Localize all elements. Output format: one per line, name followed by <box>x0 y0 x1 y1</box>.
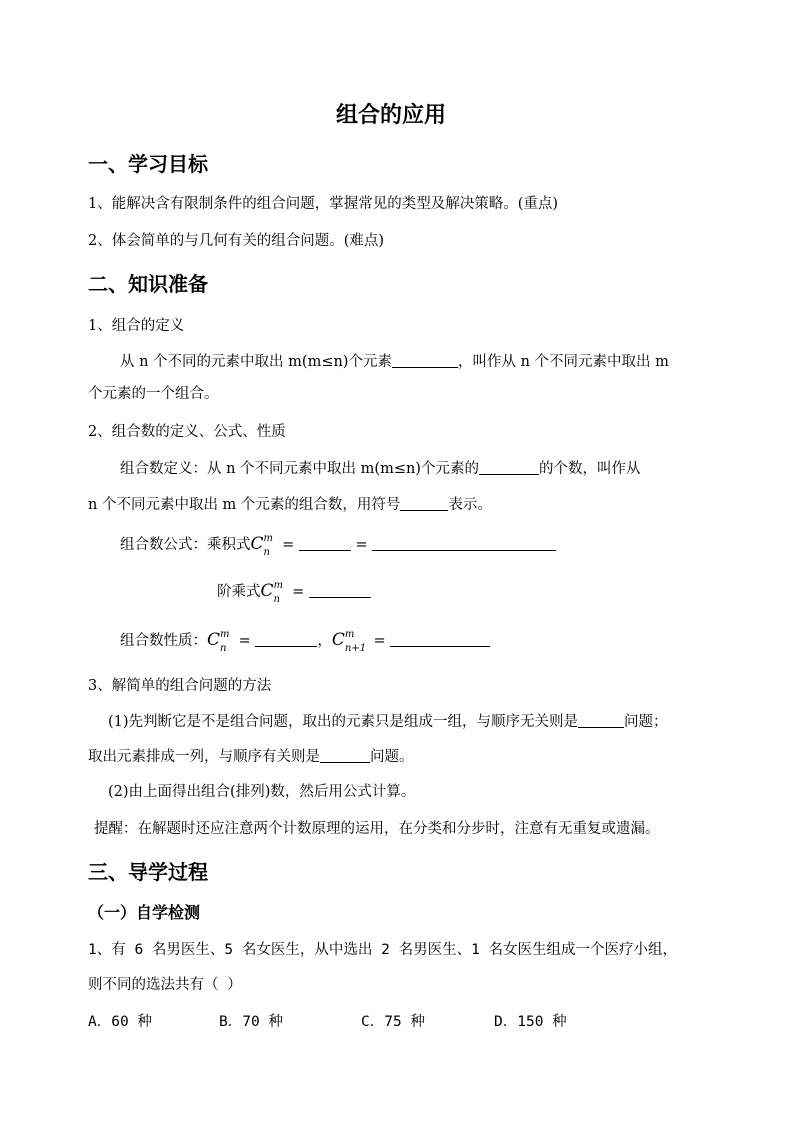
method-text: 问题； <box>624 714 668 730</box>
option-a: A．60 种 <box>88 1014 152 1030</box>
subscript: n <box>220 643 227 654</box>
combination-symbol: C <box>250 534 264 554</box>
equals-sign: = <box>282 537 295 553</box>
symbol-indices <box>273 580 288 605</box>
superscript: m <box>344 629 355 640</box>
subsection-heading: （一）自学检测 <box>88 903 201 922</box>
definition-text: 从 n 个不同的元素中取出 m(m≤n)个元素 <box>120 354 392 370</box>
equals-sign: = <box>373 633 386 649</box>
option-d: D．150 种 <box>494 1014 567 1030</box>
method-1 <box>108 710 668 731</box>
formula-label: 组合数公式：乘积式 <box>120 537 251 553</box>
answer-blank <box>309 596 371 598</box>
answer-blank <box>392 366 458 368</box>
separator: ， <box>317 633 332 649</box>
equals-sign: = <box>355 537 368 553</box>
section-heading-goals: 一、学习目标 <box>88 152 208 176</box>
combination-symbol: C <box>260 581 274 601</box>
answer-blank <box>255 645 317 647</box>
option-b: B．70 种 <box>219 1014 283 1030</box>
definition-text: 表示。 <box>448 497 492 513</box>
goal-item: 2、体会简单的与几何有关的组合问题。(难点) <box>88 233 385 249</box>
formula-label: 阶乘式 <box>217 584 261 600</box>
equals-sign: = <box>238 633 251 649</box>
method-1-line-2 <box>88 745 414 766</box>
combination-symbol: C <box>207 630 221 650</box>
definition-line <box>120 350 669 371</box>
answer-blank <box>372 549 556 551</box>
question-1-line-2: 则不同的选法共有（ ） <box>88 977 242 993</box>
section-heading-preparation: 二、知识准备 <box>88 272 208 296</box>
reminder: 提醒：在解题时还应注意两个计数原理的运用，在分类和分步时，注意有无重复或遗漏。 <box>94 821 660 837</box>
definition-line-2: 个元素的一个组合。 <box>88 386 219 402</box>
symbol-indices <box>344 629 369 654</box>
superscript: m <box>273 580 283 591</box>
equals-sign: = <box>292 584 305 600</box>
number-definition-line-2 <box>88 493 492 514</box>
definition-text: n 个不同元素中取出 m 个元素的组合数，用符号 <box>88 497 401 513</box>
question-1-line-1: 1、有 6 名男医生、5 名女医生，从中选出 2 名男医生、1 名女医生组成一个医疗小组， <box>88 942 678 958</box>
subscript: n <box>263 547 270 558</box>
section-heading-guide: 三、导学过程 <box>88 860 208 884</box>
answer-blank <box>390 645 490 647</box>
method-2: (2)由上面得出组合(排列)数，然后用公式计算。 <box>108 784 416 800</box>
definition-text: 的个数，叫作从 <box>538 461 641 477</box>
property-label: 组合数性质： <box>120 633 207 649</box>
formula-factorial <box>217 580 371 605</box>
formula-product <box>120 533 556 558</box>
prep-item-3: 3、解简单的组合问题的方法 <box>88 678 272 694</box>
method-text: (1)先判断它是不是组合问题，取出的元素只是组成一组，与顺序无关则是 <box>108 714 579 730</box>
definition-text: 组合数定义：从 n 个不同元素中取出 m(m≤n)个元素的 <box>120 461 479 477</box>
method-text: 取出元素排成一列，与顺序有关则是 <box>88 749 320 765</box>
number-definition-line <box>120 457 640 478</box>
subscript: n+1 <box>344 643 367 654</box>
page-title: 组合的应用 <box>336 103 447 128</box>
option-c: C．75 种 <box>361 1014 425 1030</box>
symbol-indices <box>220 629 234 654</box>
answer-blank <box>299 549 351 551</box>
definition-text: ，叫作从 n 个不同元素中取出 m <box>457 354 669 370</box>
combination-symbol: C <box>331 630 345 650</box>
prep-item-1: 1、组合的定义 <box>88 318 185 334</box>
prep-item-2: 2、组合数的定义、公式、性质 <box>88 424 286 440</box>
symbol-indices <box>263 533 278 558</box>
subscript: n <box>273 594 280 605</box>
superscript: m <box>263 533 273 544</box>
answer-blank <box>578 726 624 728</box>
answer-blank <box>479 473 539 475</box>
superscript: m <box>220 629 230 640</box>
answer-blank <box>400 509 448 511</box>
goal-item: 1、能解决含有限制条件的组合问题，掌握常见的类型及解决策略。(重点) <box>88 196 559 212</box>
answer-blank <box>320 761 370 763</box>
combination-properties <box>120 629 490 654</box>
method-text: 问题。 <box>370 749 414 765</box>
